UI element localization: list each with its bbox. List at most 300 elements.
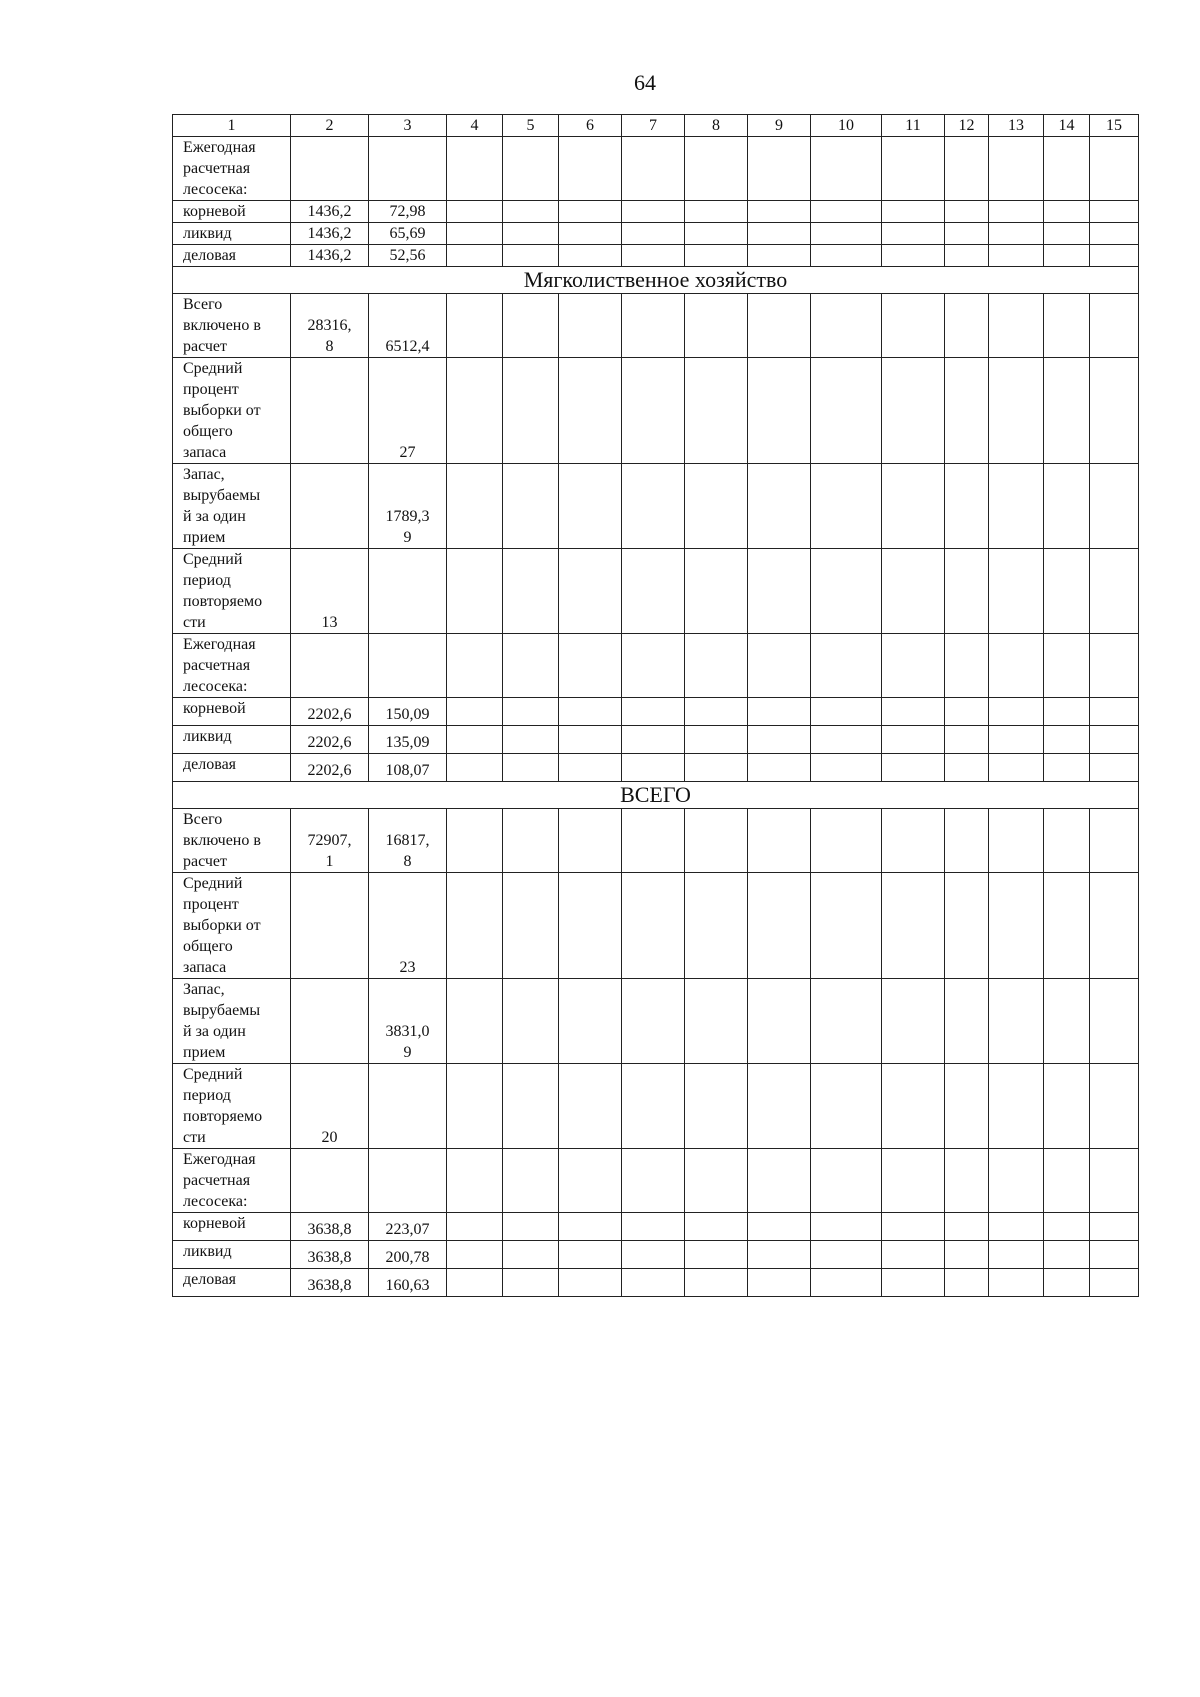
row-label (173, 1064, 291, 1149)
row-label-line: й за один (183, 508, 246, 525)
empty-cell (1044, 726, 1090, 754)
empty-cell (989, 1269, 1044, 1297)
row-label-line: Всего (183, 811, 223, 828)
row-label (173, 726, 291, 754)
table-row (173, 358, 1139, 464)
row-label (173, 549, 291, 634)
empty-cell (1090, 726, 1139, 754)
empty-cell (989, 1241, 1044, 1269)
value-cell-c3: 108,07 (369, 754, 447, 782)
row-label (173, 1269, 291, 1297)
empty-cell (622, 137, 685, 201)
row-label-line: сти (183, 1129, 206, 1146)
empty-cell (811, 223, 882, 245)
empty-cell (559, 1269, 622, 1297)
empty-cell (447, 754, 503, 782)
empty-cell (685, 809, 748, 873)
empty-cell (811, 294, 882, 358)
row-label-line: лесосека: (183, 181, 248, 198)
table-row (173, 873, 1139, 979)
empty-cell (503, 634, 559, 698)
table-row (173, 464, 1139, 549)
value-cell-c2: 2202,6 (291, 726, 369, 754)
empty-cell (882, 245, 945, 267)
value-cell-c2 (291, 979, 369, 1064)
section-title: ВСЕГО (173, 782, 1139, 809)
row-label-line: Средний (183, 360, 243, 377)
empty-cell (622, 1149, 685, 1213)
column-number: 7 (622, 115, 685, 137)
empty-cell (622, 223, 685, 245)
empty-cell (882, 634, 945, 698)
column-number-row (173, 115, 1139, 137)
empty-cell (1044, 1213, 1090, 1241)
table-row (173, 809, 1139, 873)
empty-cell (447, 358, 503, 464)
empty-cell (503, 809, 559, 873)
row-label-line: запаса (183, 959, 227, 976)
value-cell-c3: 72,98 (369, 201, 447, 223)
table-row (173, 1149, 1139, 1213)
empty-cell (685, 201, 748, 223)
row-label-line: включено в (183, 317, 261, 334)
empty-cell (685, 549, 748, 634)
empty-cell (811, 1241, 882, 1269)
empty-cell (622, 549, 685, 634)
empty-cell (811, 1269, 882, 1297)
empty-cell (685, 698, 748, 726)
empty-cell (447, 809, 503, 873)
value-cell-c3 (369, 634, 447, 698)
row-label-line: корневой (183, 700, 246, 717)
empty-cell (622, 634, 685, 698)
value-cell-c2 (291, 358, 369, 464)
empty-cell (685, 294, 748, 358)
empty-cell (685, 1241, 748, 1269)
column-number: 10 (811, 115, 882, 137)
row-label-line: Запас, (183, 466, 225, 483)
empty-cell (1090, 1149, 1139, 1213)
row-label-line: процент (183, 381, 239, 398)
row-label-line: корневой (183, 203, 246, 220)
empty-cell (685, 726, 748, 754)
empty-cell (748, 464, 811, 549)
value-cell-c2: 1436,2 (291, 201, 369, 223)
empty-cell (447, 201, 503, 223)
value-cell-c2: 13 (291, 549, 369, 634)
empty-cell (1090, 223, 1139, 245)
empty-cell (622, 873, 685, 979)
empty-cell (882, 1213, 945, 1241)
empty-cell (503, 223, 559, 245)
empty-cell (503, 549, 559, 634)
row-label-line: ликвид (183, 225, 232, 242)
empty-cell (559, 223, 622, 245)
empty-cell (1090, 358, 1139, 464)
value-cell-c2: 1436,2 (291, 245, 369, 267)
empty-cell (559, 294, 622, 358)
row-label-line: расчетная (183, 657, 251, 674)
empty-cell (622, 358, 685, 464)
empty-cell (503, 201, 559, 223)
empty-cell (811, 358, 882, 464)
table-row (173, 245, 1139, 267)
empty-cell (685, 223, 748, 245)
empty-cell (559, 245, 622, 267)
empty-cell (685, 464, 748, 549)
empty-cell (945, 358, 989, 464)
empty-cell (447, 1241, 503, 1269)
empty-cell (1090, 634, 1139, 698)
empty-cell (1090, 698, 1139, 726)
row-label (173, 979, 291, 1064)
empty-cell (1044, 358, 1090, 464)
row-label-line: вырубаемы (183, 1002, 261, 1019)
empty-cell (559, 726, 622, 754)
empty-cell (945, 223, 989, 245)
empty-cell (685, 634, 748, 698)
empty-cell (811, 201, 882, 223)
value-cell-c2 (291, 873, 369, 979)
empty-cell (1044, 1241, 1090, 1269)
empty-cell (447, 873, 503, 979)
empty-cell (989, 223, 1044, 245)
row-label-line: Всего (183, 296, 223, 313)
empty-cell (447, 223, 503, 245)
row-label-line: расчетная (183, 160, 251, 177)
empty-cell (622, 754, 685, 782)
empty-cell (811, 1064, 882, 1149)
table-row (173, 549, 1139, 634)
empty-cell (989, 201, 1044, 223)
empty-cell (811, 979, 882, 1064)
empty-cell (1090, 873, 1139, 979)
row-label-line: выборки от (183, 917, 261, 934)
empty-cell (503, 1213, 559, 1241)
column-number: 15 (1090, 115, 1139, 137)
empty-cell (1090, 979, 1139, 1064)
empty-cell (559, 754, 622, 782)
empty-cell (685, 979, 748, 1064)
empty-cell (559, 1149, 622, 1213)
empty-cell (882, 698, 945, 726)
table-row (173, 698, 1139, 726)
row-label-line: лесосека: (183, 1193, 248, 1210)
column-number: 13 (989, 115, 1044, 137)
empty-cell (1090, 294, 1139, 358)
value-cell-c3: 223,07 (369, 1213, 447, 1241)
row-label (173, 1241, 291, 1269)
row-label-line: деловая (183, 247, 237, 264)
value-cell-c3: 23 (369, 873, 447, 979)
empty-cell (748, 1213, 811, 1241)
empty-cell (811, 809, 882, 873)
empty-cell (1044, 294, 1090, 358)
empty-cell (989, 726, 1044, 754)
row-label (173, 698, 291, 726)
empty-cell (989, 754, 1044, 782)
value-cell-c2: 2202,6 (291, 754, 369, 782)
empty-cell (1044, 979, 1090, 1064)
value-cell-c2: 3638,8 (291, 1241, 369, 1269)
row-label-line: ликвид (183, 1243, 232, 1260)
empty-cell (447, 979, 503, 1064)
table-row (173, 137, 1139, 201)
empty-cell (811, 754, 882, 782)
value-cell-c3 (369, 137, 447, 201)
empty-cell (503, 1269, 559, 1297)
empty-cell (622, 1241, 685, 1269)
empty-cell (989, 358, 1044, 464)
value-cell-c2: 1436,2 (291, 223, 369, 245)
row-label (173, 201, 291, 223)
empty-cell (503, 1149, 559, 1213)
empty-cell (945, 809, 989, 873)
empty-cell (989, 873, 1044, 979)
row-label (173, 223, 291, 245)
empty-cell (945, 873, 989, 979)
empty-cell (811, 726, 882, 754)
column-number: 14 (1044, 115, 1090, 137)
empty-cell (622, 464, 685, 549)
row-label-line: й за один (183, 1023, 246, 1040)
empty-cell (882, 464, 945, 549)
row-label-line: Ежегодная (183, 636, 256, 653)
value-cell-c2: 72907, 1 (291, 809, 369, 873)
empty-cell (989, 549, 1044, 634)
empty-cell (685, 873, 748, 979)
row-label-line: лесосека: (183, 678, 248, 695)
row-label (173, 137, 291, 201)
empty-cell (1044, 754, 1090, 782)
column-number: 2 (291, 115, 369, 137)
row-label (173, 245, 291, 267)
empty-cell (811, 137, 882, 201)
empty-cell (503, 726, 559, 754)
empty-cell (882, 809, 945, 873)
empty-cell (945, 1149, 989, 1213)
empty-cell (559, 358, 622, 464)
empty-cell (559, 979, 622, 1064)
value-cell-c3: 150,09 (369, 698, 447, 726)
empty-cell (748, 979, 811, 1064)
empty-cell (1090, 245, 1139, 267)
empty-cell (882, 726, 945, 754)
empty-cell (559, 1064, 622, 1149)
row-label-line: Средний (183, 1066, 243, 1083)
empty-cell (748, 698, 811, 726)
row-label-line: сти (183, 614, 206, 631)
empty-cell (1090, 754, 1139, 782)
empty-cell (945, 754, 989, 782)
empty-cell (1044, 1064, 1090, 1149)
column-number: 9 (748, 115, 811, 137)
empty-cell (989, 698, 1044, 726)
empty-cell (447, 1269, 503, 1297)
forest-table (172, 114, 1139, 1297)
empty-cell (811, 873, 882, 979)
empty-cell (748, 549, 811, 634)
empty-cell (748, 873, 811, 979)
row-label-line: включено в (183, 832, 261, 849)
empty-cell (989, 809, 1044, 873)
empty-cell (1044, 464, 1090, 549)
empty-cell (559, 809, 622, 873)
value-cell-c2: 3638,8 (291, 1213, 369, 1241)
empty-cell (622, 245, 685, 267)
column-number: 4 (447, 115, 503, 137)
empty-cell (685, 137, 748, 201)
empty-cell (447, 1149, 503, 1213)
table-body (173, 115, 1139, 1297)
empty-cell (945, 201, 989, 223)
empty-cell (811, 1149, 882, 1213)
value-cell-c3: 200,78 (369, 1241, 447, 1269)
empty-cell (1090, 464, 1139, 549)
empty-cell (882, 137, 945, 201)
empty-cell (989, 1064, 1044, 1149)
row-label (173, 754, 291, 782)
empty-cell (748, 358, 811, 464)
empty-cell (1090, 809, 1139, 873)
empty-cell (503, 464, 559, 549)
row-label (173, 464, 291, 549)
empty-cell (882, 979, 945, 1064)
empty-cell (622, 726, 685, 754)
empty-cell (503, 873, 559, 979)
empty-cell (1090, 201, 1139, 223)
empty-cell (989, 1149, 1044, 1213)
empty-cell (559, 464, 622, 549)
empty-cell (1044, 698, 1090, 726)
row-label-line: ликвид (183, 728, 232, 745)
row-label-line: расчет (183, 338, 228, 355)
row-label-line: повторяемо (183, 1108, 263, 1125)
empty-cell (559, 634, 622, 698)
value-cell-c2 (291, 1149, 369, 1213)
empty-cell (945, 294, 989, 358)
row-label-line: вырубаемы (183, 487, 261, 504)
empty-cell (1090, 1064, 1139, 1149)
empty-cell (748, 1241, 811, 1269)
empty-cell (447, 294, 503, 358)
row-label-line: Средний (183, 875, 243, 892)
empty-cell (882, 754, 945, 782)
empty-cell (1044, 223, 1090, 245)
empty-cell (748, 754, 811, 782)
empty-cell (811, 1213, 882, 1241)
table-row (173, 201, 1139, 223)
empty-cell (882, 294, 945, 358)
empty-cell (989, 979, 1044, 1064)
table-row (173, 634, 1139, 698)
empty-cell (685, 1064, 748, 1149)
row-label-line: общего (183, 938, 233, 955)
column-number: 5 (503, 115, 559, 137)
row-label (173, 294, 291, 358)
column-number: 6 (559, 115, 622, 137)
empty-cell (559, 698, 622, 726)
empty-cell (1090, 1241, 1139, 1269)
section-row (173, 267, 1139, 294)
empty-cell (945, 1064, 989, 1149)
empty-cell (945, 1241, 989, 1269)
empty-cell (622, 1213, 685, 1241)
empty-cell (882, 1064, 945, 1149)
empty-cell (622, 1269, 685, 1297)
value-cell-c3: 160,63 (369, 1269, 447, 1297)
section-row (173, 782, 1139, 809)
empty-cell (1044, 201, 1090, 223)
column-number: 12 (945, 115, 989, 137)
empty-cell (748, 223, 811, 245)
empty-cell (685, 358, 748, 464)
value-cell-c2: 28316, 8 (291, 294, 369, 358)
value-cell-c3: 6512,4 (369, 294, 447, 358)
value-cell-c2 (291, 464, 369, 549)
empty-cell (811, 245, 882, 267)
empty-cell (748, 137, 811, 201)
empty-cell (748, 245, 811, 267)
row-label-line: расчет (183, 853, 228, 870)
value-cell-c3 (369, 1064, 447, 1149)
row-label (173, 873, 291, 979)
row-label-line: период (183, 1087, 231, 1104)
empty-cell (882, 549, 945, 634)
empty-cell (622, 979, 685, 1064)
empty-cell (685, 754, 748, 782)
page-number: 64 (634, 70, 656, 95)
empty-cell (811, 698, 882, 726)
empty-cell (622, 1064, 685, 1149)
empty-cell (447, 464, 503, 549)
value-cell-c3: 52,56 (369, 245, 447, 267)
row-label (173, 809, 291, 873)
empty-cell (447, 1064, 503, 1149)
empty-cell (1044, 1269, 1090, 1297)
row-label-line: Средний (183, 551, 243, 568)
value-cell-c3: 16817, 8 (369, 809, 447, 873)
empty-cell (1044, 1149, 1090, 1213)
empty-cell (503, 754, 559, 782)
row-label (173, 1149, 291, 1213)
row-label-line: Ежегодная (183, 1151, 256, 1168)
row-label (173, 634, 291, 698)
empty-cell (748, 1149, 811, 1213)
row-label-line: деловая (183, 756, 237, 773)
row-label-line: выборки от (183, 402, 261, 419)
empty-cell (945, 1269, 989, 1297)
empty-cell (945, 464, 989, 549)
empty-cell (1044, 549, 1090, 634)
empty-cell (811, 634, 882, 698)
empty-cell (503, 245, 559, 267)
empty-cell (622, 809, 685, 873)
empty-cell (447, 245, 503, 267)
empty-cell (1044, 245, 1090, 267)
row-label-line: общего (183, 423, 233, 440)
empty-cell (1090, 137, 1139, 201)
table-row (173, 223, 1139, 245)
empty-cell (447, 549, 503, 634)
row-label-line: запаса (183, 444, 227, 461)
empty-cell (1090, 549, 1139, 634)
empty-cell (882, 1241, 945, 1269)
empty-cell (622, 294, 685, 358)
row-label (173, 1213, 291, 1241)
row-label-line: процент (183, 896, 239, 913)
empty-cell (503, 979, 559, 1064)
